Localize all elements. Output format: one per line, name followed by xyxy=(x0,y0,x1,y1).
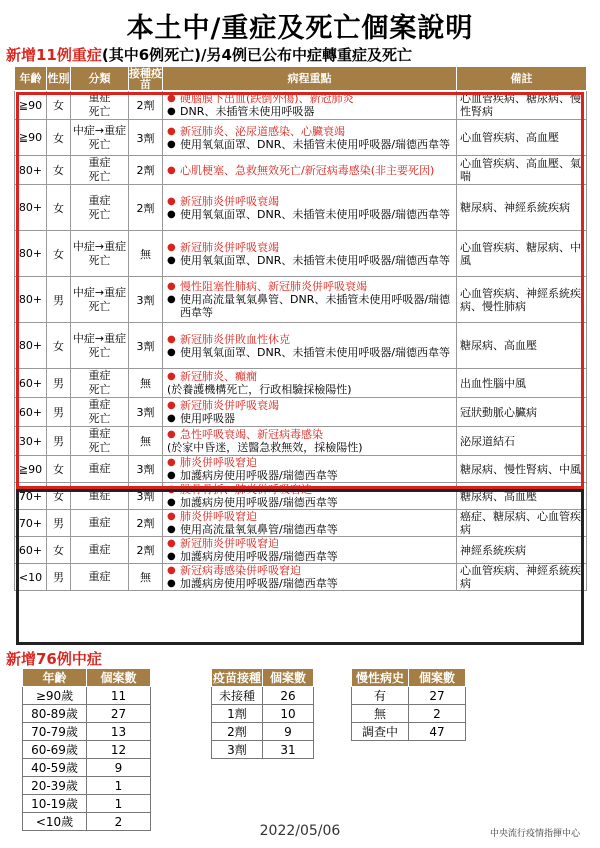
course-line xyxy=(167,370,456,383)
classification-line: 重症 xyxy=(88,570,111,583)
table-row xyxy=(212,741,314,759)
case-note: 心血管疾病、糖尿病、慢性腎病 xyxy=(457,91,587,120)
count-cell: 9 xyxy=(87,759,151,777)
course-text: 肺炎併呼吸窘迫 xyxy=(180,510,257,523)
case-age: ≧90 xyxy=(15,456,47,483)
table-row xyxy=(23,723,151,741)
course-text: (於家中昏迷，送醫急救無效，採檢陽性) xyxy=(167,441,363,454)
case-age: 80+ xyxy=(15,323,47,369)
count-cell: 2 xyxy=(409,705,466,723)
case-note: 心血管疾病、高血壓、氣喘 xyxy=(457,156,587,185)
classification-line: 重症 xyxy=(88,193,111,207)
course-line xyxy=(167,564,456,577)
case-course xyxy=(163,185,457,231)
moderate-chronic-table xyxy=(351,668,466,741)
table-row xyxy=(15,456,587,483)
count-cell: 27 xyxy=(409,687,466,705)
case-classification xyxy=(71,323,129,369)
case-classification xyxy=(71,427,129,456)
table-row xyxy=(352,687,466,705)
case-classification xyxy=(71,510,129,537)
course-line xyxy=(167,280,456,293)
classification-line: 死亡 xyxy=(88,299,111,313)
bullet-icon: ● xyxy=(167,106,176,117)
table-row xyxy=(15,91,587,120)
header-sex: 性別 xyxy=(47,67,71,91)
course-line xyxy=(167,469,456,482)
course-text: 使用氧氣面罩、DNR、未插管未使用呼吸器/瑞德西韋等 xyxy=(180,207,451,221)
case-course xyxy=(163,156,457,185)
course-text: 加護病房使用呼吸器/瑞德西韋等 xyxy=(180,550,338,563)
case-note: 心血管疾病、高血壓 xyxy=(457,120,587,156)
course-text: 硬腦膜下出血(跌倒外傷)、新冠肺炎 xyxy=(180,92,354,105)
case-course xyxy=(163,369,457,398)
bullet-icon: ● xyxy=(167,429,176,440)
case-sex: 女 xyxy=(47,483,71,510)
case-vaccine: 2劑 xyxy=(129,510,163,537)
table-row xyxy=(212,687,314,705)
classification-line: 死亡 xyxy=(88,170,111,183)
classification-line: 中症→重症 xyxy=(72,331,127,345)
course-text: 使用呼吸器 xyxy=(180,412,235,425)
severe-cases-table xyxy=(14,66,587,591)
case-vaccine: 2劑 xyxy=(129,91,163,120)
case-age: 80+ xyxy=(15,231,47,277)
count-cell: 9 xyxy=(263,723,314,741)
course-line xyxy=(167,441,456,454)
case-classification xyxy=(71,120,129,156)
bullet-icon: ● xyxy=(167,333,176,345)
course-line xyxy=(167,550,456,563)
course-line xyxy=(167,523,456,536)
course-line xyxy=(167,428,456,441)
header-note: 備註 xyxy=(457,67,587,91)
case-vaccine: 3劑 xyxy=(129,323,163,369)
report-date: 2022/05/06 xyxy=(259,823,341,839)
table-row xyxy=(15,483,587,510)
course-text: 使用氧氣面罩、DNR、未插管未使用呼吸器/瑞德西韋等 xyxy=(180,137,451,151)
case-vaccine: 2劑 xyxy=(129,185,163,231)
classification-line: 重症 xyxy=(88,398,111,411)
case-course xyxy=(163,323,457,369)
classification-line: 重症 xyxy=(88,91,111,104)
classification-line: 中症→重症 xyxy=(72,239,127,253)
table-row xyxy=(15,398,587,427)
bullet-icon: ● xyxy=(167,164,176,176)
vaccine-table-header-count: 個案數 xyxy=(263,669,314,687)
category-cell: 有 xyxy=(352,687,409,705)
course-line xyxy=(167,254,456,267)
case-vaccine: 3劑 xyxy=(129,456,163,483)
course-text: 加護病房使用呼吸器/瑞德西韋等 xyxy=(180,496,338,509)
case-vaccine: 2劑 xyxy=(129,537,163,564)
category-cell: 70-79歲 xyxy=(23,723,87,741)
classification-line: 死亡 xyxy=(88,345,111,359)
bullet-icon: ● xyxy=(167,565,176,576)
course-text: 心肌梗塞、急救無效死亡/新冠病毒感染(非主要死因) xyxy=(180,163,435,177)
course-line xyxy=(167,346,456,359)
header-course: 病程重點 xyxy=(163,67,457,91)
case-classification xyxy=(71,91,129,120)
table-row xyxy=(15,369,587,398)
case-sex: 女 xyxy=(47,323,71,369)
case-vaccine: 3劑 xyxy=(129,483,163,510)
course-text: 新冠肺炎併呼吸窘迫 xyxy=(180,537,279,550)
case-note: 糖尿病、高血壓 xyxy=(457,323,587,369)
case-sex: 女 xyxy=(47,120,71,156)
bullet-icon: ● xyxy=(167,413,176,424)
case-course xyxy=(163,456,457,483)
case-sex: 女 xyxy=(47,91,71,120)
case-sex: 女 xyxy=(47,456,71,483)
case-age: <10 xyxy=(15,564,47,591)
case-note: 糖尿病、慢性腎病、中風 xyxy=(457,456,587,483)
classification-line: 重症 xyxy=(88,489,111,502)
case-course xyxy=(163,564,457,591)
case-course xyxy=(163,277,457,323)
table-row xyxy=(15,156,587,185)
case-classification xyxy=(71,537,129,564)
case-vaccine: 3劑 xyxy=(129,277,163,323)
case-note: 心血管疾病、神經系統疾病、慢性肺病 xyxy=(457,277,587,323)
course-text: 新冠肺炎、癲癇 xyxy=(180,370,257,383)
case-vaccine: 無 xyxy=(129,564,163,591)
course-line xyxy=(167,125,456,138)
category-cell: 3劑 xyxy=(212,741,263,759)
table-row xyxy=(212,705,314,723)
case-vaccine: 2劑 xyxy=(129,156,163,185)
category-cell: 80-89歲 xyxy=(23,705,87,723)
course-line xyxy=(167,105,456,118)
course-line xyxy=(167,483,456,496)
case-course xyxy=(163,91,457,120)
header-classification: 分類 xyxy=(71,67,129,91)
case-sex: 男 xyxy=(47,369,71,398)
bullet-icon: ● xyxy=(167,208,176,220)
bullet-icon: ● xyxy=(167,484,176,495)
case-classification xyxy=(71,185,129,231)
bullet-icon: ● xyxy=(167,346,176,358)
case-age: 70+ xyxy=(15,483,47,510)
course-text: 加護病房使用呼吸器/瑞德西韋等 xyxy=(180,577,338,590)
case-classification xyxy=(71,456,129,483)
course-line xyxy=(167,208,456,221)
classification-line: 中症→重症 xyxy=(72,123,127,137)
case-course xyxy=(163,537,457,564)
category-cell: 40-59歲 xyxy=(23,759,87,777)
page-title: 本土中/重症及死亡個案說明 xyxy=(126,13,474,44)
case-classification xyxy=(71,231,129,277)
classification-line: 重症 xyxy=(88,543,111,556)
moderate-age-table xyxy=(22,668,151,831)
case-course xyxy=(163,427,457,456)
count-cell: 47 xyxy=(409,723,466,741)
course-line xyxy=(167,496,456,509)
case-sex: 女 xyxy=(47,185,71,231)
course-text: 新冠肺炎、泌尿道感染、心臟衰竭 xyxy=(180,124,345,138)
case-note: 出血性腦中風 xyxy=(457,369,587,398)
classification-line: 死亡 xyxy=(88,207,111,221)
case-age: 60+ xyxy=(15,398,47,427)
course-text: 使用氧氣面罩、DNR、未插管未使用呼吸器/瑞德西韋等 xyxy=(180,253,451,267)
course-text: (於養護機構死亡，行政相驗採檢陽性) xyxy=(167,383,352,396)
case-note: 心血管疾病、神經系統疾病 xyxy=(457,564,587,591)
course-line xyxy=(167,164,456,177)
count-cell: 12 xyxy=(87,741,151,759)
course-line xyxy=(167,293,456,319)
case-classification xyxy=(71,369,129,398)
case-sex: 男 xyxy=(47,427,71,456)
course-text: 急性呼吸衰竭、新冠病毒感染 xyxy=(180,428,323,441)
table-row xyxy=(15,510,587,537)
chronic-table-header-count: 個案數 xyxy=(409,669,466,687)
header-age: 年齡 xyxy=(15,67,47,91)
count-cell: 31 xyxy=(263,741,314,759)
case-note: 糖尿病、神經系統疾病 xyxy=(457,185,587,231)
moderate-title: 新增76例中症 xyxy=(6,650,102,668)
course-line xyxy=(167,456,456,469)
course-text: 使用氧氣面罩、DNR、未插管未使用呼吸器/瑞德西韋等 xyxy=(180,345,451,359)
course-line xyxy=(167,195,456,208)
table-row xyxy=(23,795,151,813)
table-row xyxy=(15,231,587,277)
case-classification xyxy=(71,398,129,427)
case-age: ≧90 xyxy=(15,120,47,156)
bullet-icon: ● xyxy=(167,400,176,411)
classification-line: 重症 xyxy=(88,369,111,382)
classification-line: 重症 xyxy=(88,156,111,169)
case-note: 泌尿道結石 xyxy=(457,427,587,456)
category-cell: 1劑 xyxy=(212,705,263,723)
classification-line: 死亡 xyxy=(88,412,111,425)
table-row xyxy=(15,185,587,231)
table-header-row xyxy=(15,67,587,91)
bullet-icon: ● xyxy=(167,254,176,266)
course-text: 新冠病毒感染併呼吸窘迫 xyxy=(180,564,301,577)
course-line xyxy=(167,138,456,151)
bullet-icon: ● xyxy=(167,470,176,481)
classification-line: 重症 xyxy=(88,427,111,440)
classification-line: 死亡 xyxy=(88,441,111,454)
count-cell: 1 xyxy=(87,777,151,795)
bullet-icon: ● xyxy=(167,457,176,468)
count-cell: 2 xyxy=(87,813,151,831)
subtitle-rest: (其中6例死亡)/另4例已公布中症轉重症及死亡 xyxy=(101,46,412,64)
case-sex: 女 xyxy=(47,537,71,564)
course-line xyxy=(167,333,456,346)
course-text: 肺炎併呼吸窘迫 xyxy=(180,456,257,469)
case-sex: 男 xyxy=(47,510,71,537)
case-course xyxy=(163,483,457,510)
case-sex: 男 xyxy=(47,564,71,591)
course-text: 加護病房使用呼吸器/瑞德西韋等 xyxy=(180,469,338,482)
table-row xyxy=(15,323,587,369)
category-cell: ≥90歲 xyxy=(23,687,87,705)
course-text: 使用高流量氧氣鼻管/瑞德西韋等 xyxy=(180,523,338,536)
course-text: 新冠肺炎併呼吸衰竭 xyxy=(180,240,279,254)
table-row xyxy=(23,777,151,795)
category-cell: 2劑 xyxy=(212,723,263,741)
table-row xyxy=(15,120,587,156)
count-cell: 13 xyxy=(87,723,151,741)
case-age: 80+ xyxy=(15,277,47,323)
classification-line: 死亡 xyxy=(88,253,111,267)
category-cell: 未接種 xyxy=(212,687,263,705)
case-age: 80+ xyxy=(15,185,47,231)
case-classification xyxy=(71,156,129,185)
chronic-table-header-history: 慢性病史 xyxy=(352,669,409,687)
case-sex: 男 xyxy=(47,398,71,427)
age-table-header-count: 個案數 xyxy=(87,669,151,687)
table-row xyxy=(15,427,587,456)
course-line xyxy=(167,510,456,523)
case-sex: 女 xyxy=(47,156,71,185)
course-line xyxy=(167,577,456,590)
bullet-icon: ● xyxy=(167,371,176,382)
case-age: 70+ xyxy=(15,510,47,537)
course-text: 股骨骨折、肺炎併呼吸窘迫 xyxy=(180,483,312,496)
course-line xyxy=(167,399,456,412)
classification-line: 死亡 xyxy=(88,137,111,151)
subtitle xyxy=(6,44,412,65)
bullet-icon: ● xyxy=(167,497,176,508)
course-line xyxy=(167,241,456,254)
case-course xyxy=(163,510,457,537)
count-cell: 10 xyxy=(263,705,314,723)
classification-line: 重症 xyxy=(88,516,111,529)
classification-line: 中症→重症 xyxy=(72,285,127,299)
table-row xyxy=(15,277,587,323)
organization-name: 中央流行疫情指揮中心 xyxy=(489,829,580,839)
case-vaccine: 3劑 xyxy=(129,398,163,427)
case-vaccine: 無 xyxy=(129,231,163,277)
case-note: 神經系統疾病 xyxy=(457,537,587,564)
bullet-icon: ● xyxy=(167,241,176,253)
case-note: 糖尿病、高血壓 xyxy=(457,483,587,510)
bullet-icon: ● xyxy=(167,138,176,150)
table-row xyxy=(23,705,151,723)
bullet-icon: ● xyxy=(167,93,176,104)
case-sex: 男 xyxy=(47,277,71,323)
classification-line: 死亡 xyxy=(88,383,111,396)
case-classification xyxy=(71,483,129,510)
case-age: 80+ xyxy=(15,156,47,185)
table-row xyxy=(352,723,466,741)
bullet-icon: ● xyxy=(167,294,176,305)
case-course xyxy=(163,398,457,427)
classification-line: 死亡 xyxy=(88,105,111,118)
category-cell: 調查中 xyxy=(352,723,409,741)
case-age: 60+ xyxy=(15,369,47,398)
case-age: ≧90 xyxy=(15,91,47,120)
bullet-icon: ● xyxy=(167,511,176,522)
table-row xyxy=(352,705,466,723)
case-note: 冠狀動脈心臟病 xyxy=(457,398,587,427)
bullet-icon: ● xyxy=(167,551,176,562)
table-row xyxy=(23,687,151,705)
moderate-vaccine-table xyxy=(211,668,314,759)
course-text: DNR、未插管未使用呼吸器 xyxy=(180,105,315,118)
count-cell: 26 xyxy=(263,687,314,705)
course-line xyxy=(167,412,456,425)
course-text: 使用高流量氧氣鼻管、DNR、未插管未使用呼吸器/瑞德西韋等 xyxy=(180,293,451,319)
bullet-icon: ● xyxy=(167,578,176,589)
case-vaccine: 無 xyxy=(129,369,163,398)
case-classification xyxy=(71,564,129,591)
case-course xyxy=(163,120,457,156)
count-cell: 27 xyxy=(87,705,151,723)
case-course xyxy=(163,231,457,277)
course-text: 新冠肺炎併敗血性休克 xyxy=(180,332,290,346)
count-cell: 1 xyxy=(87,795,151,813)
case-note: 癌症、糖尿病、心血管疾病 xyxy=(457,510,587,537)
case-age: 30+ xyxy=(15,427,47,456)
vaccine-table-header-dose: 疫苗接種 xyxy=(212,669,263,687)
table-row xyxy=(15,564,587,591)
case-vaccine: 無 xyxy=(129,427,163,456)
course-line xyxy=(167,537,456,550)
category-cell: 60-69歲 xyxy=(23,741,87,759)
case-classification xyxy=(71,277,129,323)
table-row xyxy=(23,759,151,777)
bullet-icon: ● xyxy=(167,125,176,137)
category-cell: <10歲 xyxy=(23,813,87,831)
table-row xyxy=(23,741,151,759)
case-sex: 女 xyxy=(47,231,71,277)
course-text: 新冠肺炎併呼吸衰竭 xyxy=(180,399,279,412)
category-cell: 10-19歲 xyxy=(23,795,87,813)
header-vaccine: 接種疫苗 xyxy=(129,66,162,91)
classification-line: 重症 xyxy=(88,462,111,475)
category-cell: 無 xyxy=(352,705,409,723)
bullet-icon: ● xyxy=(167,281,176,292)
subtitle-highlight: 新增11例重症 xyxy=(6,46,102,64)
course-text: 新冠肺炎併呼吸衰竭 xyxy=(180,194,279,208)
bullet-icon: ● xyxy=(167,538,176,549)
course-line xyxy=(167,92,456,105)
table-row xyxy=(212,723,314,741)
case-vaccine: 3劑 xyxy=(129,120,163,156)
case-age: 60+ xyxy=(15,537,47,564)
table-row xyxy=(15,537,587,564)
category-cell: 20-39歲 xyxy=(23,777,87,795)
age-table-header-age: 年齡 xyxy=(23,669,87,687)
bullet-icon: ● xyxy=(167,195,176,207)
count-cell: 11 xyxy=(87,687,151,705)
course-text: 慢性阻塞性肺病、新冠肺炎併呼吸衰竭 xyxy=(180,280,367,293)
bullet-icon: ● xyxy=(167,524,176,535)
course-line xyxy=(167,383,456,396)
case-note: 心血管疾病、糖尿病、中風 xyxy=(457,231,587,277)
